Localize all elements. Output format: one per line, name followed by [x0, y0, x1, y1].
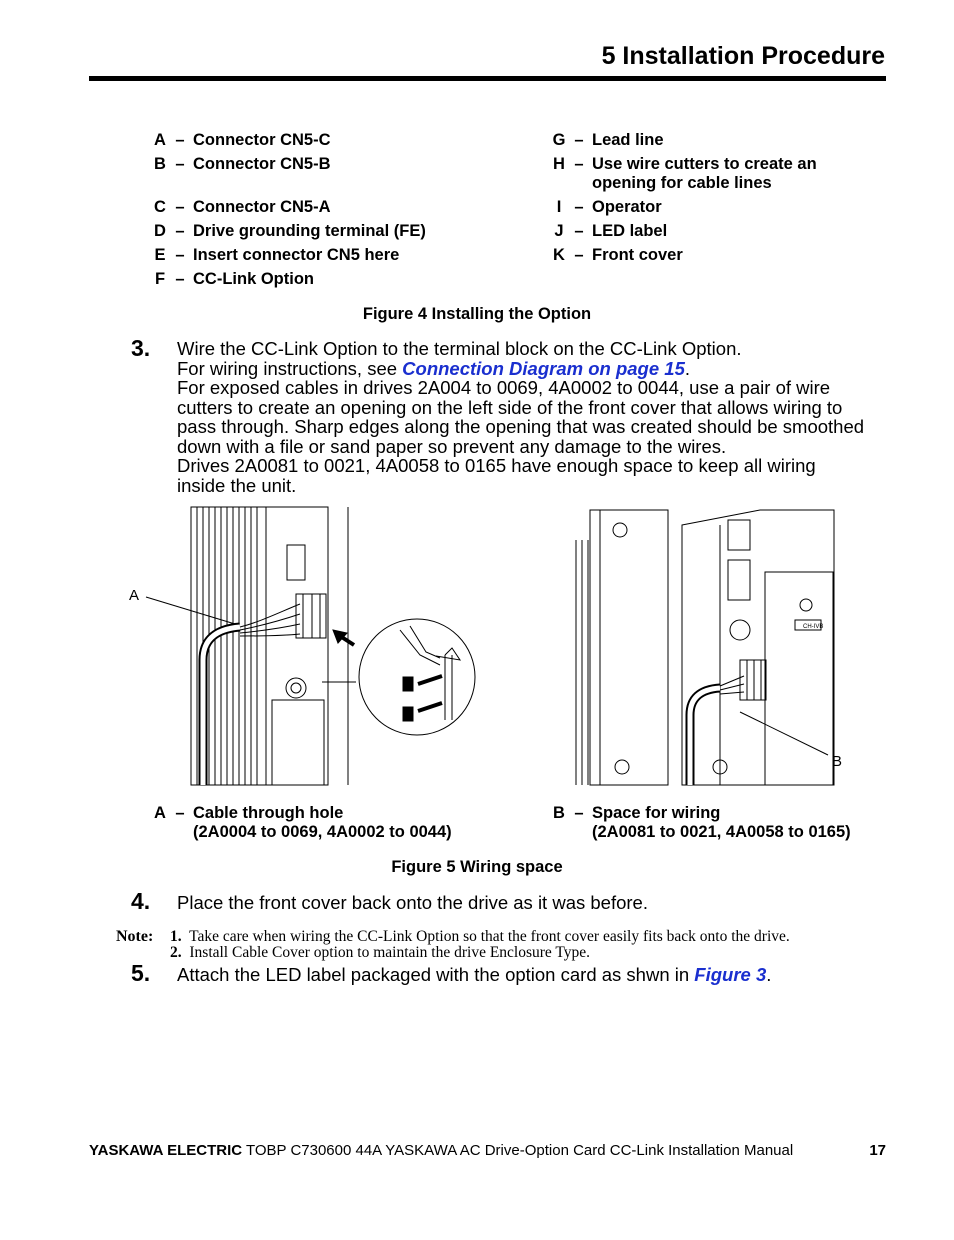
footer-brand: YASKAWA ELECTRIC	[89, 1142, 243, 1159]
legend-item-a: A – Connector CN5-C	[154, 131, 331, 149]
legend-item-h: H – Use wire cutters to create an opening for cable lines	[553, 155, 817, 192]
step5-number: 5.	[131, 960, 151, 986]
legend-item-k: K – Front cover	[553, 246, 683, 264]
page-title: 5 Installation Procedure	[601, 42, 885, 70]
step3-line: Drives 2A0081 to 0021, 4A0058 to 0165 have enough space to keep all wiring	[177, 455, 816, 476]
note-item-2: 2. Install Cable Cover option to maintain the drive Enclosure Type.	[170, 944, 591, 961]
label-a: A	[129, 587, 140, 604]
figure5-legend-a: A – Cable through hole (2A0004 to 0069, 4A0002 to 0044)	[154, 804, 452, 841]
step3-line: inside the unit.	[177, 474, 297, 496]
step3-number: 3.	[131, 335, 151, 361]
label-b: B	[832, 753, 843, 770]
footer-text: TOBP C730600 44A YASKAWA AC Drive-Option Card CC-Link Installation Manual	[242, 1142, 794, 1159]
panel-label: CH-IVB	[803, 624, 824, 630]
step4-number: 4.	[131, 888, 151, 914]
legend-item-e: E – Insert connector CN5 here	[154, 246, 400, 264]
connection-diagram-link[interactable]: Connection Diagram on page 15	[402, 357, 685, 379]
step3-line: cutters to create an opening on the left side of the front cover that allows wiring to	[177, 396, 843, 418]
page-footer	[89, 1142, 886, 1159]
legend-item-j: J –LED label	[554, 222, 668, 240]
page-number: 17	[869, 1142, 886, 1159]
figure5-legend-b: B – Space for wiring (2A0081 to 0021, 4A0058 to 0165)	[553, 804, 851, 841]
legend-item-g: G – Lead line	[552, 131, 664, 149]
figure4-caption: Figure 4 Installing the Option	[362, 305, 592, 323]
legend-item-d: D – Drive grounding terminal (FE)	[154, 222, 426, 240]
step3-line2: For wiring instructions, see Connection Diagram on page 15.	[177, 357, 690, 379]
step4-text: Place the front cover back onto the drive as it was before.	[177, 892, 648, 913]
legend-item-c: C – Connector CN5-A	[154, 198, 331, 216]
step3-line: pass through. Sharp edges along the opening that was created should be smoothed	[177, 416, 865, 437]
left-drive-drawing	[146, 507, 475, 785]
legend-item-f: F – CC-Link Option	[154, 270, 314, 288]
step3-line: down with a file or sand paper so prevent any damage to the wires.	[177, 435, 727, 457]
step3-line: For exposed cables in drives 2A004 to 0069, 4A0002 to 0044, use a pair of wire	[177, 377, 831, 398]
step5-text: Attach the LED label packaged with the option card as shwn in Figure 3.	[177, 964, 772, 985]
legend-item-i: I – Operator	[556, 198, 662, 216]
right-drive-drawing	[576, 510, 834, 785]
figure3-link[interactable]: Figure 3	[694, 964, 767, 985]
step3-line1: Wire the CC-Link Option to the terminal block on the CC-Link Option.	[177, 338, 742, 359]
figure5-caption: Figure 5 Wiring space	[391, 858, 563, 876]
note-item-1: 1. Take care when wiring the CC-Link Option so that the front cover easily fits back onto the drive.	[170, 928, 790, 945]
legend-item-b: B – Connector CN5-B	[154, 155, 331, 173]
note-label: Note:	[116, 928, 154, 945]
